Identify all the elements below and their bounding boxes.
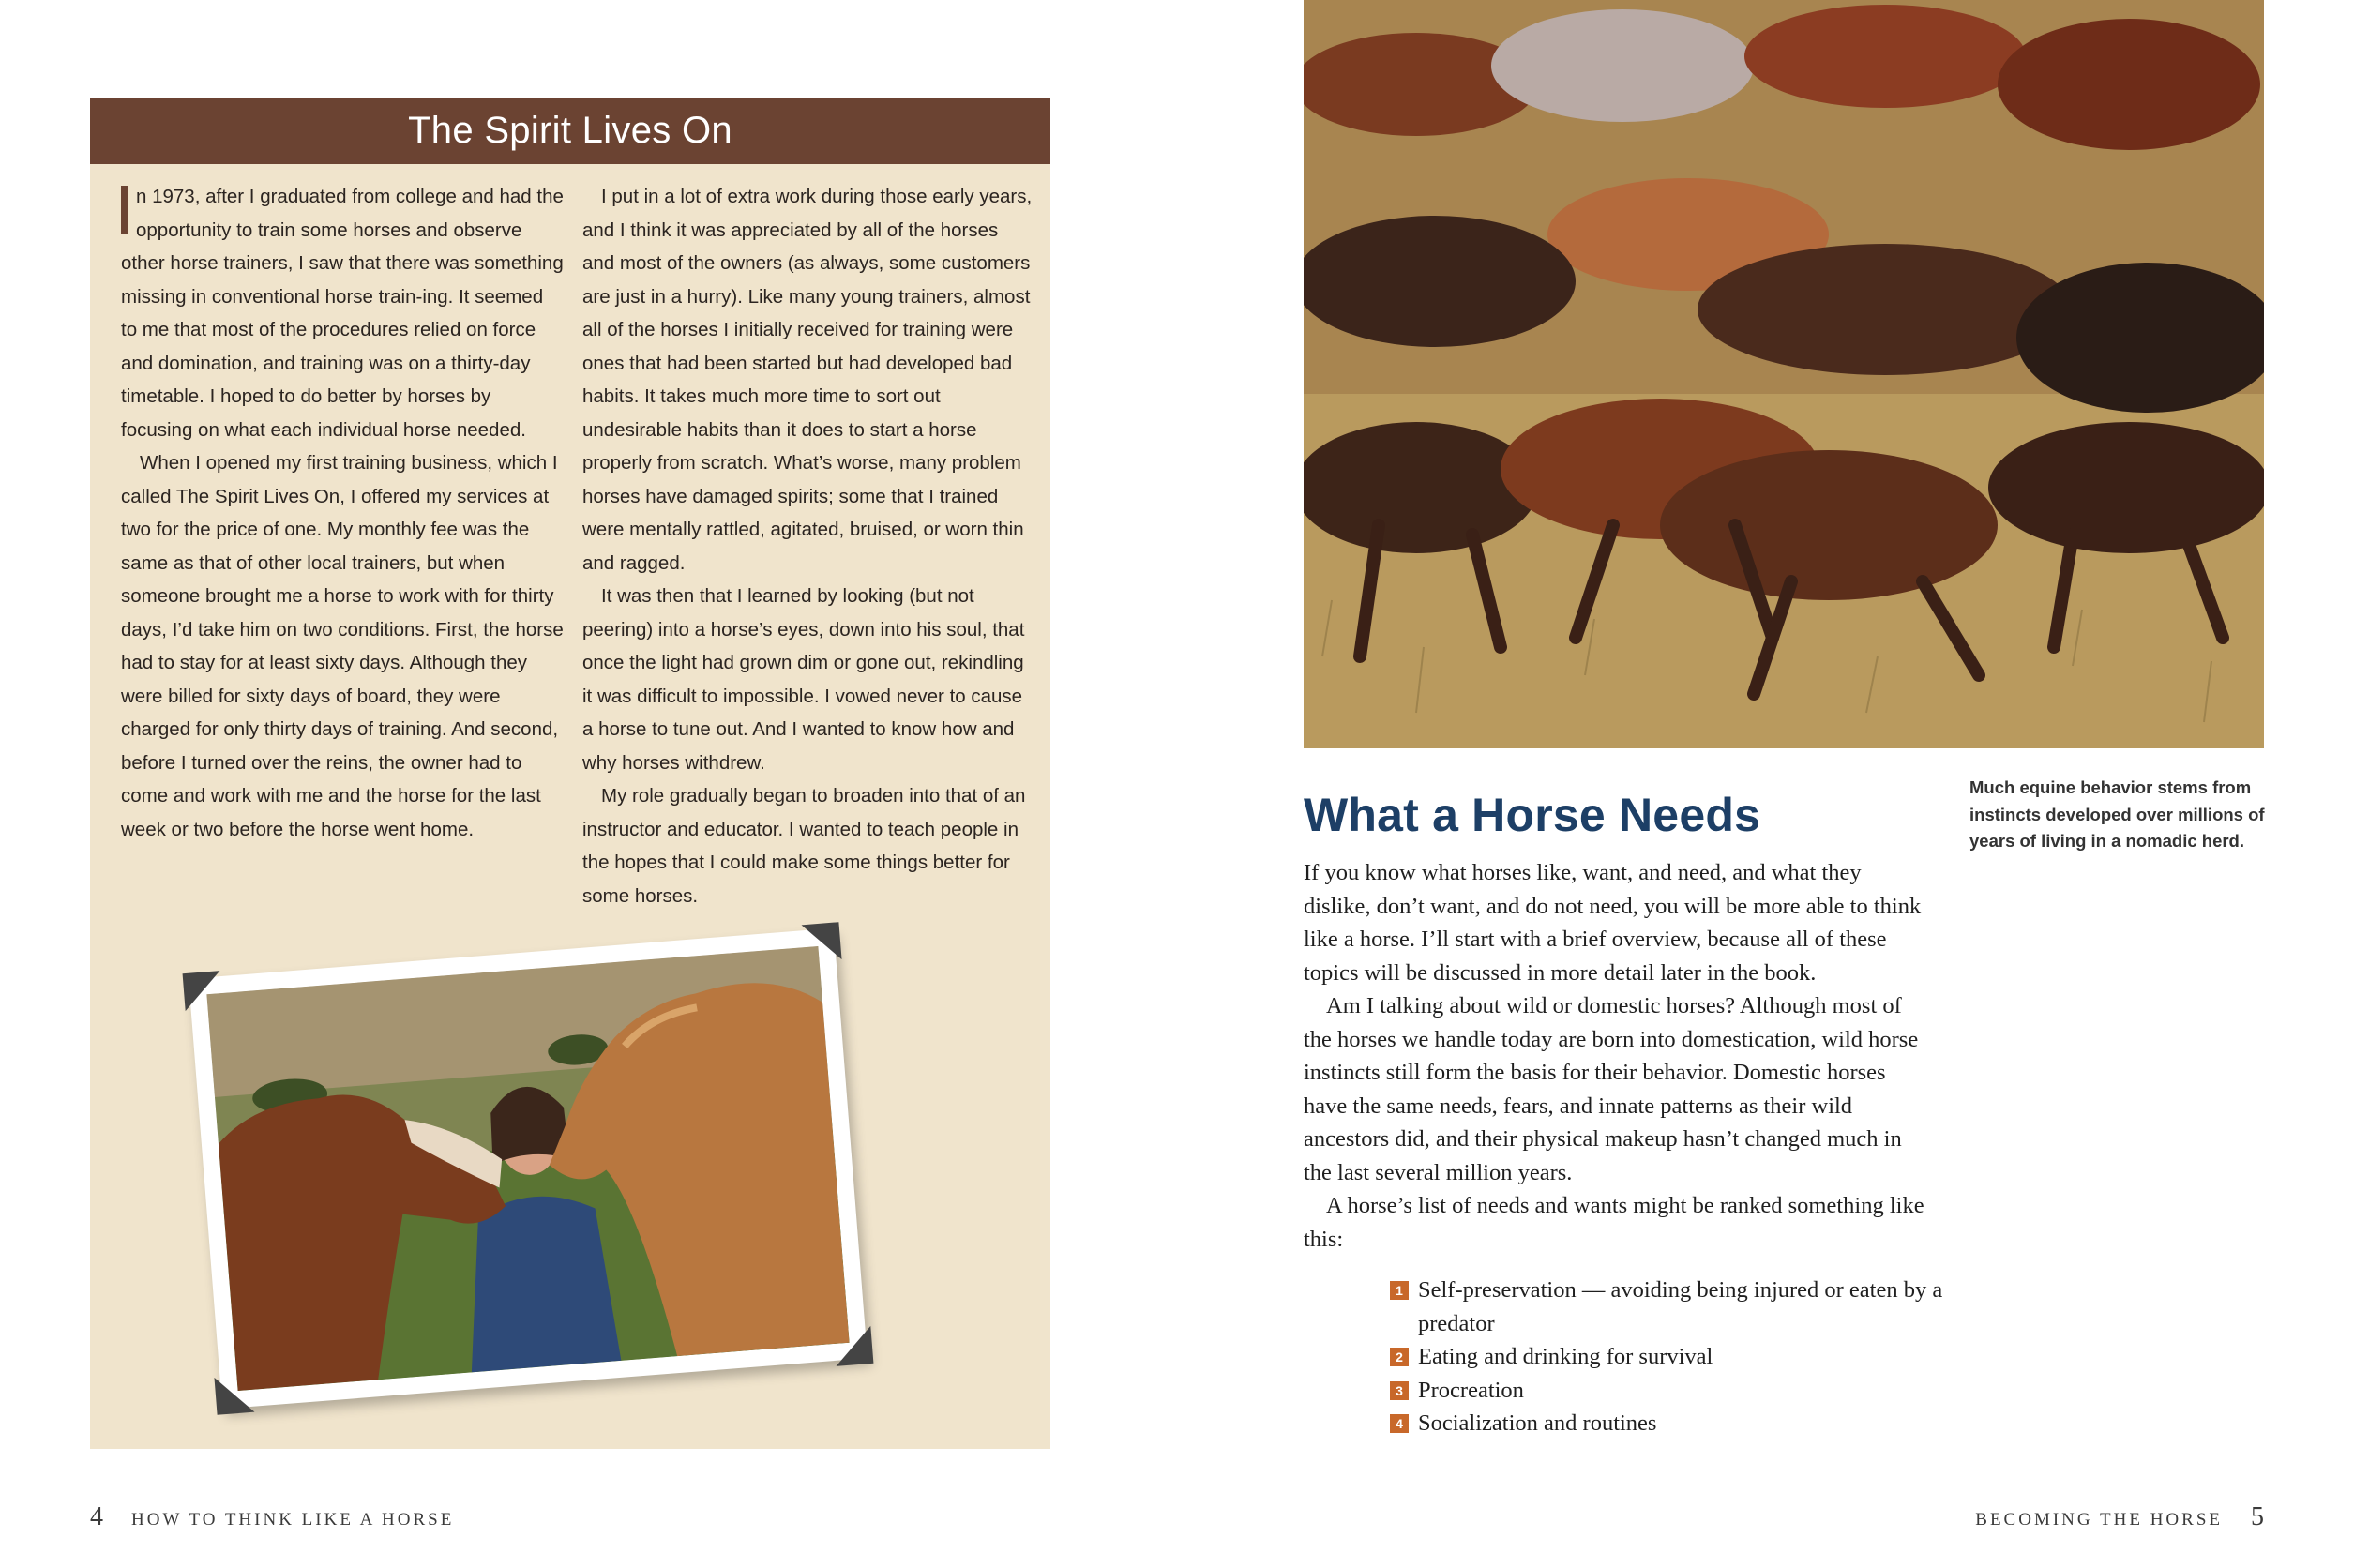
sidebar-paragraph: When I opened my first training business, which I called The Spirit Lives On, I offered my services at two for the price of one. My monthly fee was the same as that of other local trainers, but when someone brought me a horse to work with for thirty days, I’d take him on two conditions. First, the horse had to stay for at least sixty days. Although they were billed for sixty days of board, they were charged for only thirty days of training. And second, before I turned over the reins, the owner had to come and work with me and the horse for the last week or two before the horse went home. [121, 452, 564, 840]
body-paragraph: Am I talking about wild or domestic horses? Although most of the horses we handle today are born into domestication, wild horse instincts still form the basis for their behavior. Domestic horses have the same needs, fears, and innate patterns as their wild ancestors did, and their physical makeup hasn’t changed much in the last several million years. [1304, 993, 1919, 1185]
needs-list-item: 3 Procreation [1390, 1374, 1953, 1408]
photo-corner-mount [214, 1375, 254, 1415]
page-number-right: 5 [2251, 1502, 2264, 1531]
section-title: What a Horse Needs [1304, 789, 1761, 841]
sidebar-paragraph: It was then that I learned by looking (but not peering) into a horse’s eyes, down into his soul, that once the light had grown dim or gone out, rekindling it was difficult to impossible. I vowed never to cause a horse to tune out. And I wanted to know how and why horses withdrew. [582, 585, 1025, 774]
needs-list-item: 4 Socialization and routines [1390, 1407, 1953, 1440]
needs-list [1390, 1274, 1953, 1440]
woman-with-horses-photo [206, 946, 849, 1391]
running-head-right: BECOMING THE HORSE [1975, 1510, 2223, 1530]
sidebar-title: The Spirit Lives On [408, 110, 732, 151]
number-badge: 3 [1390, 1381, 1409, 1400]
needs-list-item: 2 Eating and drinking for survival [1390, 1340, 1953, 1374]
sidebar-header [90, 98, 1050, 164]
woman-with-horses-illustration [206, 946, 849, 1391]
snapshot-photo-frame [189, 928, 868, 1410]
photo-corner-mount [802, 922, 842, 962]
photo-corner-mount [833, 1326, 873, 1366]
body-paragraph: A horse’s list of needs and wants might be ranked something like this: [1304, 1193, 1924, 1252]
horse-herd-photo [1304, 0, 2264, 748]
sidebar-column-right [582, 180, 1033, 912]
body-text [1304, 856, 1934, 1256]
needs-list-item: 1 Self-preservation — avoiding being injured or eaten by a predator [1390, 1274, 1953, 1340]
number-badge: 4 [1390, 1414, 1409, 1433]
horse-herd-illustration [1304, 0, 2264, 748]
drop-cap-i [121, 186, 128, 234]
body-paragraph: If you know what horses like, want, and need, and what they dislike, don’t want, and do not need, you will be more able to think like a horse. I’ll start with a brief overview, because all of these topics will be discussed in more detail later in the book. [1304, 860, 1922, 986]
number-badge: 2 [1390, 1348, 1409, 1366]
page-number-left: 4 [90, 1502, 103, 1531]
sidebar-column-left [121, 180, 564, 846]
footer-left [90, 1502, 454, 1532]
footer-right [1975, 1502, 2264, 1532]
sidebar-paragraph: I put in a lot of extra work during those early years, and I think it was appreciated by all of the horses and most of the owners (as always, some customers are just in a hurry). Like many young trainers, almost all of the horses I initially received for training were ones that had been started but had developed bad habits. It takes much more time to sort out undesirable habits than it does to start a horse properly from scratch. What’s worse, many problem horses have damaged spirits; some that I trained were mentally rattled, agitated, bruised, or worn thin and ragged. [582, 186, 1033, 574]
sidebar-box [90, 98, 1050, 1449]
photo-caption: Much equine behavior stems from instincts developed over millions of years of living in a nomadic herd. [1969, 777, 2265, 851]
sidebar-paragraph: n 1973, after I graduated from college and had the opportunity to train some horses and observe other horse trainers, I saw that there was something missing in conventional horse train-ing. It seemed to me that most of the procedures relied on force and domination, and training was on a thirty-day timetable. I hoped to do better by horses by focusing on what each individual horse needed. [121, 186, 564, 441]
running-head-left: HOW TO THINK LIKE A HORSE [131, 1510, 455, 1530]
sidebar-paragraph: My role gradually began to broaden into that of an instructor and educator. I wanted to teach people in the hopes that I could make some things better for some horses. [582, 785, 1026, 907]
photo-corner-mount [183, 971, 223, 1011]
number-badge: 1 [1390, 1281, 1409, 1300]
